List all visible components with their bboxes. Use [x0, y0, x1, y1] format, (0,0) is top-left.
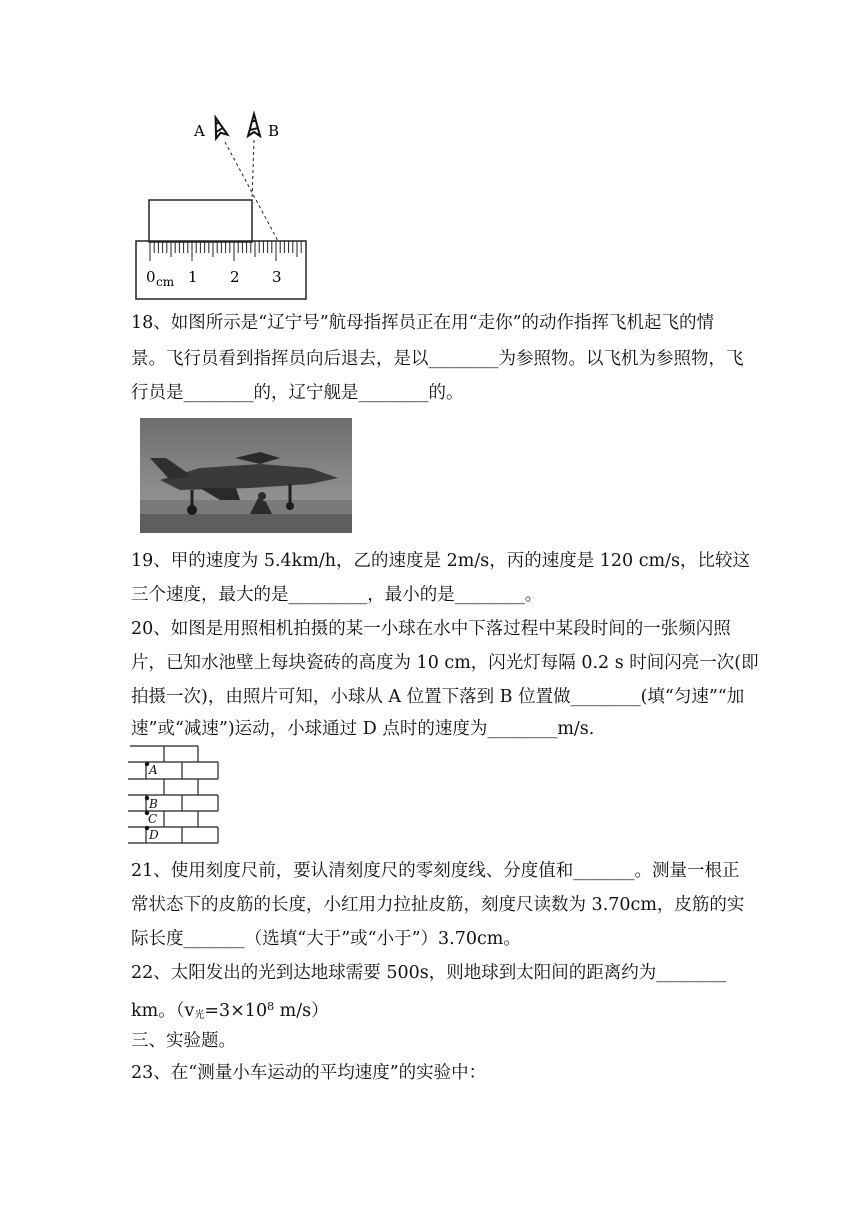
q20-line4: 速”或“减速”)运动，小球通过 D 点时的速度为________m/s.: [131, 719, 595, 739]
q22-formula-end: m/s）: [274, 1001, 329, 1021]
q21-line1: 21、使用刻度尺前，要认清刻度尺的零刻度线、分度值和_______。测量一根正: [131, 861, 740, 881]
ball-label-b: B: [149, 797, 158, 811]
q22-text: 22、太阳发出的光到达地球需要 500s，则地球到太阳间的距离约为: [131, 963, 657, 983]
q22-line1: [131, 961, 731, 985]
q22-formula: =3×10: [204, 1001, 268, 1021]
tick-label-0: 0: [146, 268, 156, 286]
section-3-heading: 三、实验题。: [131, 1031, 236, 1051]
q22-blank: ________: [656, 963, 727, 983]
q22-superscript: 8: [267, 1000, 275, 1013]
q22-unit-text: km。（v: [131, 1001, 195, 1021]
q18-line2: 景。飞行员看到指挥员向后退去，是以________为参照物。以飞机为参照物，飞: [131, 349, 744, 369]
ball-label-d: D: [149, 828, 159, 842]
q19-line2: 三个速度，最大的是_________，最小的是________。: [131, 585, 543, 605]
q21-line2: 常状态下的皮筋的长度，小红用力拉扯皮筋，刻度尺读数为 3.70cm，皮筋的实: [131, 895, 745, 915]
q21-line3: 际长度_______（选填“大于”或“小于”）3.70cm。: [131, 929, 521, 949]
eye-a-icon: [210, 116, 228, 139]
brick-wall-figure: [128, 743, 222, 847]
measured-object: [149, 200, 252, 242]
eye-label-b: B: [268, 122, 280, 140]
ball-label-c: C: [148, 812, 158, 826]
q23-line1: 23、在“测量小车运动的平均速度”的实验中：: [131, 1063, 487, 1083]
eye-b-icon: [248, 114, 260, 136]
q18-line1: 18、如图所示是“辽宁号”航母指挥员正在用“走你”的动作指挥飞机起飞的情: [131, 313, 715, 333]
eye-label-a: A: [194, 122, 205, 140]
q20-line1: 20、如图是用照相机拍摄的某一小球在水中下落过程中某段时间的一张频闪照: [131, 619, 731, 639]
q19-line1: 19、甲的速度为 5.4km/h，乙的速度是 2m/s，丙的速度是 120 cm/s，比较这: [131, 551, 750, 571]
tick-label-1: 1: [188, 268, 198, 286]
ruler-figure: [128, 108, 313, 303]
q18-line3: 行员是________的，辽宁舰是________的。: [131, 383, 464, 403]
tick-label-2: 2: [230, 268, 240, 286]
ruler-ticks: [150, 241, 301, 261]
ball-label-a: A: [149, 763, 158, 777]
aircraft-carrier-photo: [140, 418, 352, 533]
q22-line2: [131, 995, 731, 1028]
tick-label-3: 3: [272, 268, 282, 286]
unit-label: cm: [156, 275, 175, 289]
q22-subscript: 光: [194, 1010, 205, 1021]
q20-line3: 拍摄一次)，由照片可知，小球从 A 位置下落到 B 位置做________(填“匀速”“加: [131, 687, 745, 707]
sight-line-b: [252, 140, 254, 200]
q20-line2: 片，已知水池壁上每块瓷砖的高度为 10 cm，闪光灯每隔 0.2 s 时间闪亮一次(即: [131, 653, 759, 673]
